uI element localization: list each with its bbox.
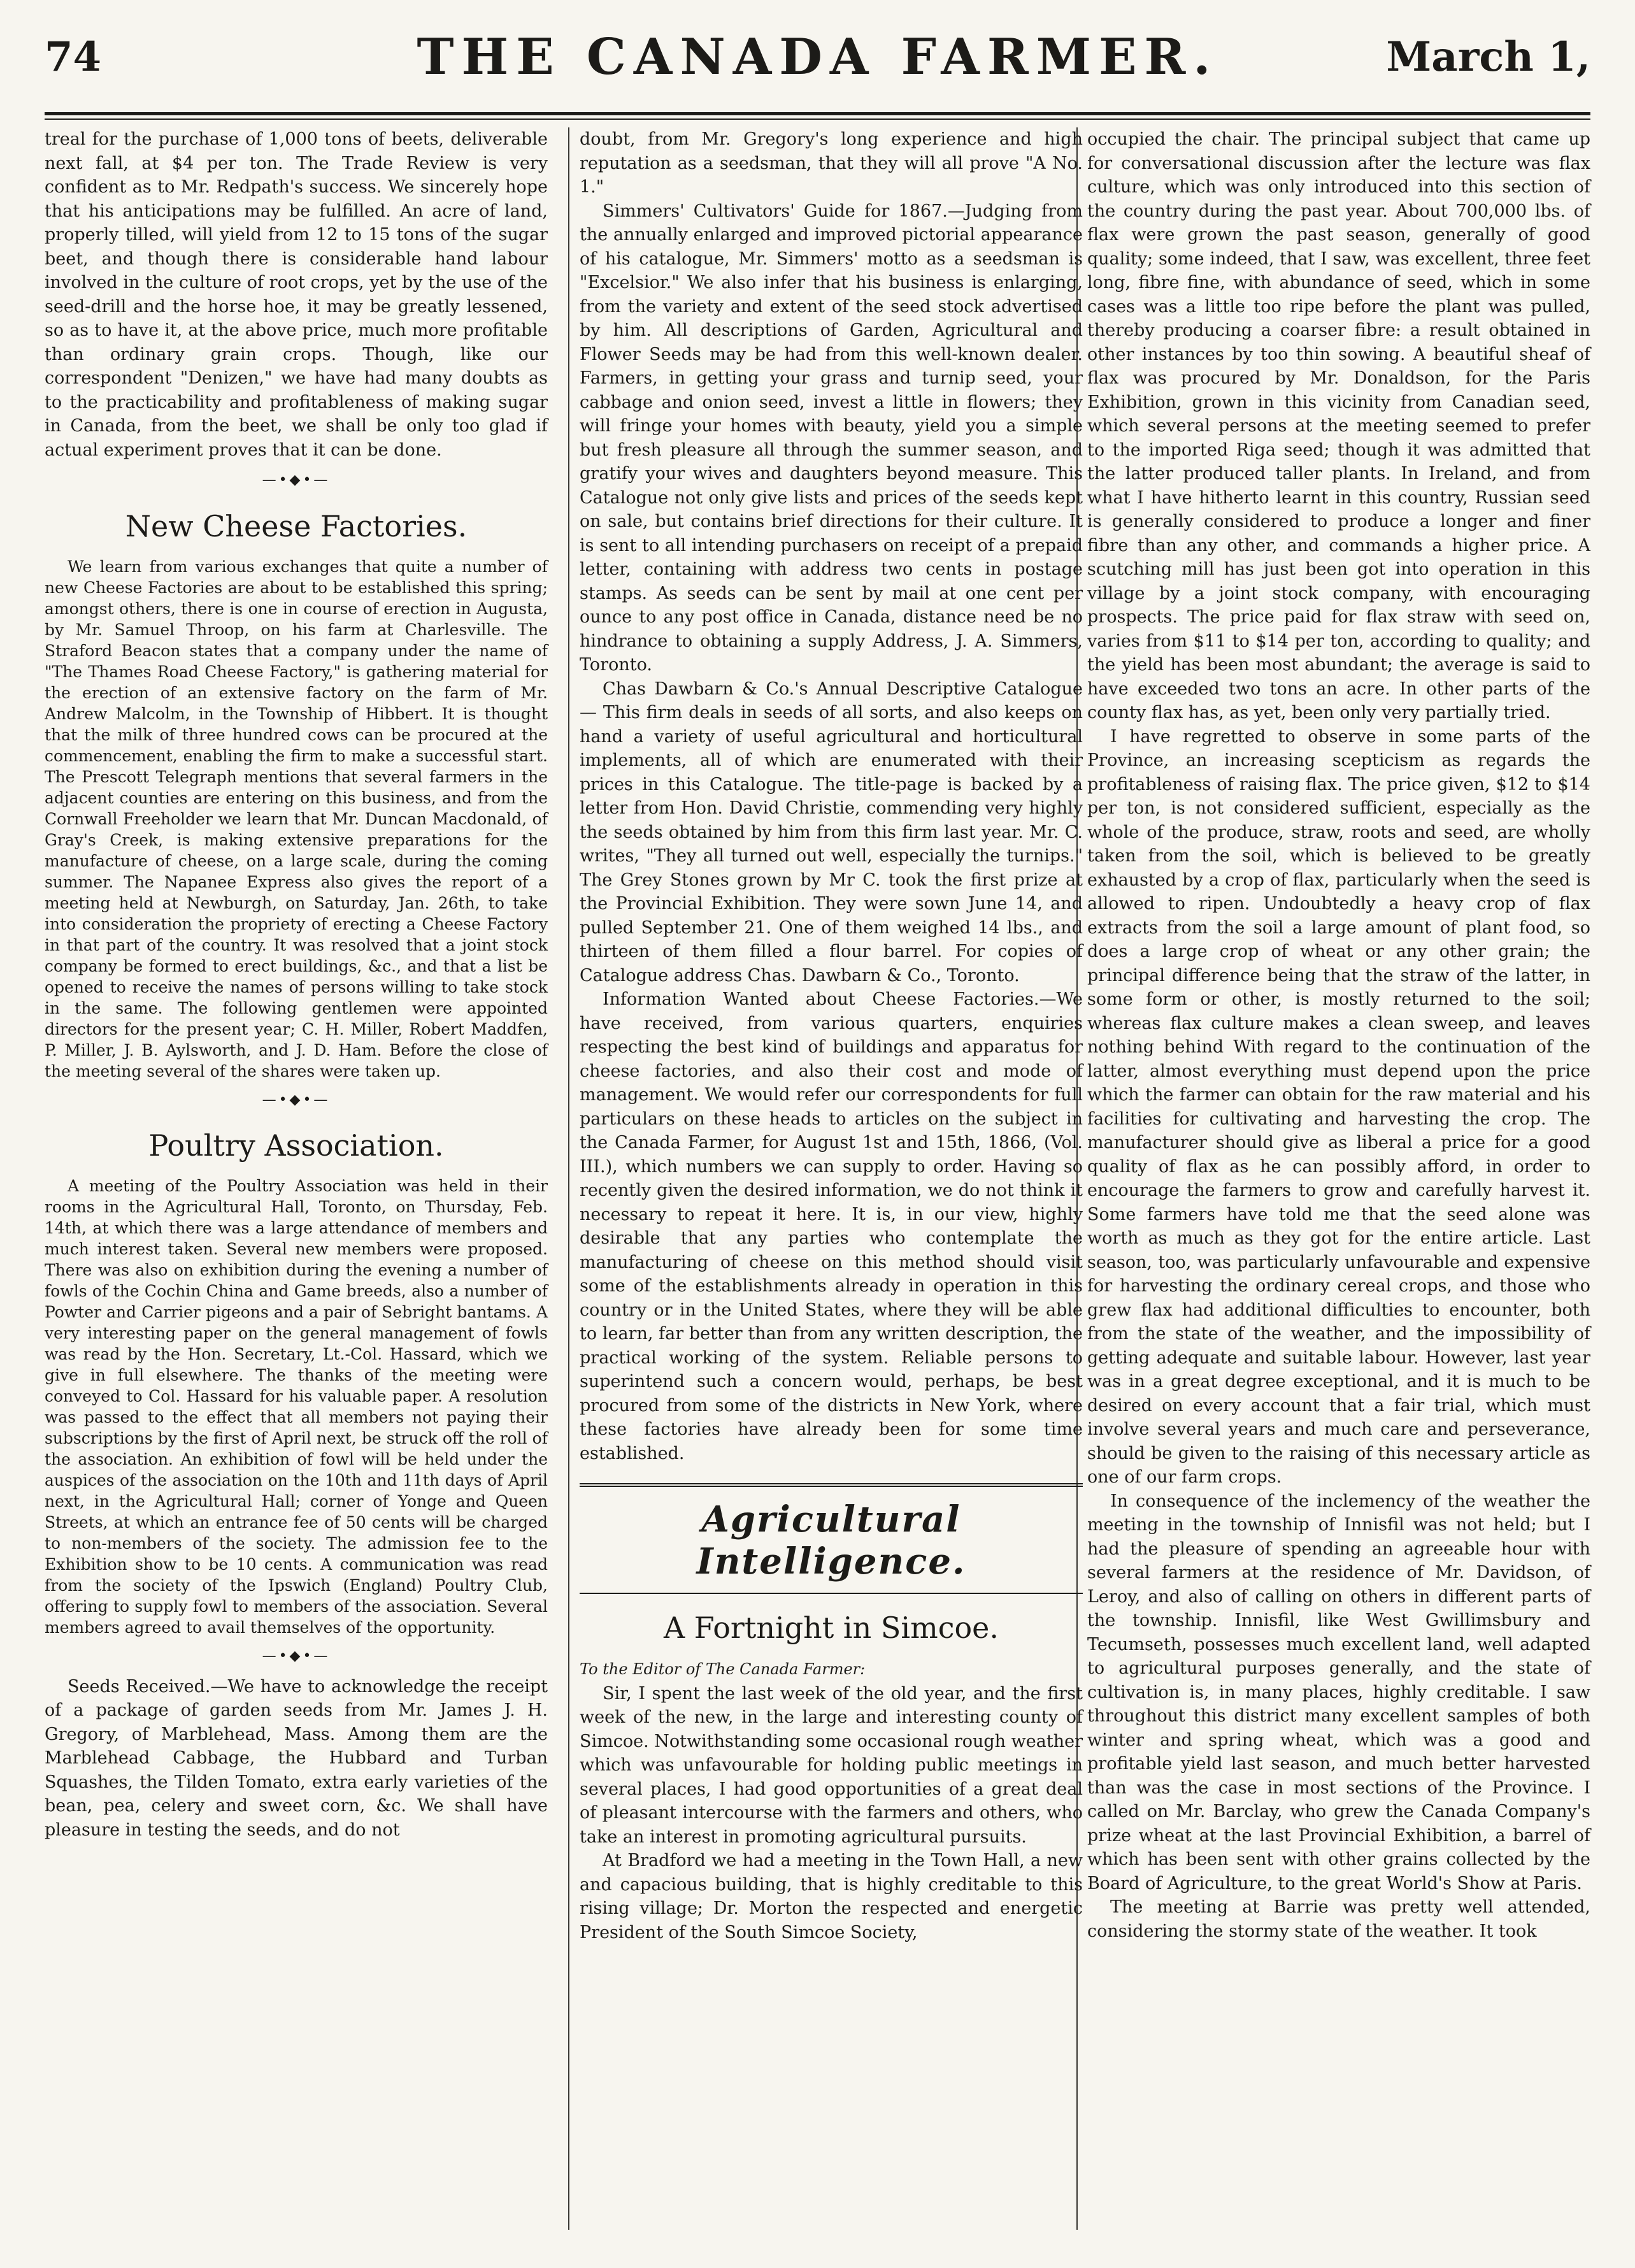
poultry-association-paragraph: A meeting of the Poultry Association was held in their rooms in the Agricultural Hall, Toronto, on Thursday, Feb. 14th, at which there was a large attendance of members and much interest taken. Several new members were proposed. There was also on exhibition during the evening a number of fowls of the Cochin China and Game breeds, also a number of Powter and Carrier pigeons and a pair of Sebright bantams. A very interesting paper on the general management of fowls was read by the Hon. Secretary, Lt.-Col. Hassard, which we give in full elsewhere. The thanks of the meeting were conveyed to Col. Hassard for his valuable paper. A resolution was passed to the effect that all members not paying their subscriptions by the first of April next, be struck off the roll of the association. An exhibition of fowl will be held under the auspices of the association on the 10th and 11th days of April next, in the Agricultural Hall; corner of Yonge and Queen Streets, at which an entrance fee of 50 cents will be charged to non-members of the society. The admission fee to the Exhibition show to be 10 cents. A communication was read from the society of the Ipswich (England) Poultry Club, offering to supply fowl to members of the association. Several members agreed to avail themselves of the opportunity. <box>45 1177 548 1637</box>
gregory-continuation: doubt, from Mr. Gregory's long experience and high reputation as a seedsman, that they will all prove "A No. 1." <box>580 129 1083 197</box>
column-divider <box>568 127 569 2230</box>
cheese-factories-paragraph: We learn from various exchanges that quite a number of new Cheese Factories are about to be established this spring; amongst others, there is one in course of erection in Augusta, by Mr. Samuel Throop, on his farm at Charlesville. The Straford Beacon states that a company under the name of "The Thames Road Cheese Factory," is gathering material for the erection of an extensive factory on the farm of Mr. Andrew Malcolm, in the Township of Hibbert. It is thought that the milk of three hundred cows can be procured at the commencement, enabling the firm to make a successful start. The Prescott Telegraph mentions that several farmers in the adjacent counties are entering on this business, and from the Cornwall Freeholder we learn that Mr. Duncan Macdonald, of Gray's Creek, is making extensive preparations for the manufacture of cheese, on a large scale, during the coming summer. The Napanee Express also gives the report of a meeting held at Newburgh, on Saturday, Jan. 26th, to take into consideration the propriety of erecting a Cheese Factory in that part of the country. It was resolved that a joint stock company be formed to erect buildings, &c., and that a list be opened to receive the names of persons willing to take stock in the same. The following gentlemen were appointed directors for the present year; C. H. Miller, Robert Maddfen, P. Miller, J. B. Aylsworth, and J. D. Ham. Before the close of the meeting several of the shares were taken up. <box>45 557 548 1080</box>
barrie-meeting-paragraph: The meeting at Barrie was pretty well attended, considering the stormy state of the weather. It took <box>1087 1897 1590 1941</box>
simcoe-letter-paragraph-2: At Bradford we had a meeting in the Town Hall, a new and capacious building, that is highly creditable to this rising village; Dr. Morton the respected and energetic President of the South Simcoe Society, <box>580 1851 1083 1942</box>
simcoe-letter-paragraph-1: Sir, I spent the last week of the old year, and the first week of the new, in the large and interesting county of Simcoe. Notwithstanding some occasional rough weather which was unfavourable for holding public meetings in several places, I had good opportunities of a great deal of pleasant intercourse with the farmers and others, who take an interest in promoting agricultural pursuits. <box>580 1683 1083 1847</box>
flax-culture-paragraph: occupied the chair. The principal subject that came up for conversational discussion after the lecture was flax culture, which was only introduced into this section of the country during the past year. About 700,000 lbs. of flax were grown the past season, generally of good quality; some indeed, that I saw, was excellent, three feet long, fibre fine, with abundance of seed, which in some cases was a little too ripe before the plant was pulled, thereby producing a coarser fibre: a result obtained in other instances by too thin sowing. A beautiful sheaf of flax was procured by Mr. Donaldson, for the Paris Exhibition, grown in this vicinity from Canadian seed, which several persons at the meeting seemed to prefer to the imported Riga seed; though it was admitted that the latter produced taller plants. In Ireland, and from what I have hitherto learnt in this country, Russian seed is generally considered to produce a longer and finer fibre than any other, and commands a higher price. A scutching mill has just been got into operation in this village by a joint stock company, with encouraging prospects. The price paid for flax straw with seed on, varies from $11 to $14 per ton, according to quality; and the yield has been most abundant; the average is said to have exceeded two tons an acre. In other parts of the county flax has, as yet, been only very partially tried. <box>1087 129 1590 722</box>
simmers-guide-paragraph: Simmers' Cultivators' Guide for 1867.—Judging from the annually enlarged and improved pictorial appearance of his catalogue, Mr. Simmers' motto as a seedsman is "Excelsior." We also infer that his business is enlarging, from the variety and extent of the seed stock advertised by him. All descriptions of Garden, Agricultural and Flower Seeds may be had from this well-known dealer. Farmers, in getting your grass and turnip seed, your cabbage and onion seed, invest a little in flowers; they will fringe your homes with beauty, yield you a simple but fresh pleasure all through the summer season, and gratify your wives and daughters beyond measure. This Catalogue not only give lists and prices of the seeds kept on sale, but contains brief directions for their culture. It is sent to all intending purchasers on receipt of a prepaid letter, containing with address two cents in postage stamps. As seeds can be sent by mail at one cent per ounce to any post office in Canada, distance need be no hindrance to obtaining a supply Address, J. A. Simmers, Toronto. <box>580 201 1083 675</box>
cheese-factories-info-paragraph: Information Wanted about Cheese Factories.—We have received, from various quarters, enquiries respecting the best kind of buildings and apparatus for cheese factories, and also their cost and mode of management. We would refer our correspondents for full particulars on these heads to articles on the subject in the Canada Farmer, for August 1st and 15th, 1866, (Vol. III.), which numbers we can supply to order. Having so recently given the desired information, we do not think it necessary to repeat it here. It is, in our view, highly desirable that any parties who contemplate the manufacturing of cheese on this method should visit some of the establishments already in operation in this country or in the United States, where they will be able to learn, far better than from any written description, the practical working of the system. Reliable persons to superintend such a concern would, perhaps, be best procured from some of the districts in New York, where these factories have already been for some time established. <box>580 989 1083 1463</box>
sugar-beet-paragraph: treal for the purchase of 1,000 tons of beets, deliverable next fall, at $4 per ton. The Trade Review is very confident as to Mr. Redpath's success. We sincerely hope that his anticipations may be fulfilled. An acre of land, properly tilled, will yield from 12 to 15 tons of the sugar beet, and though there is considerable hand labour involved in the culture of root crops, yet by the use of the seed-drill and the horse hoe, it may be greatly lessened, so as to have it, at the above price, much more profitable than ordinary grain crops. Though, like our correspondent "Denizen," we have had many doubts as to the practicability and profitableness of making sugar in Canada, from the beet, we shall be only too glad if actual experiment proves that it can be done. <box>45 129 548 460</box>
heading-fortnight-in-simcoe: A Fortnight in Simcoe. <box>663 1611 999 1645</box>
heading-agricultural-intelligence: Agricultural Intelligence. <box>696 1498 966 1583</box>
flax-scepticism-paragraph: I have regretted to observe in some parts of the Province, an increasing scepticism as regards the profitableness of raising flax. The price given, $12 to $14 per ton, is not considered sufficient, especially as the whole of the produce, straw, roots and seed, are wholly taken from the soil, which is believed to be greatly exhausted by a crop of flax, particularly when the seed is allowed to ripen. Undoubtedly a heavy crop of flax extracts from the soil a large amount of plant food, so does a large crop of wheat or any other grain; the principal difference being that the straw of the latter, in some form or other, is mostly returned to the soil; whereas flax culture makes a clean sweep, and leaves nothing behind With regard to the continuation of the latter, almost everything must depend upon the price which the farmer can obtain for the raw material and his facilities for cultivating and harvesting the crop. The manufacturer should give as liberal a price for a good quality of flax as he can possibly afford, in order to encourage the farmers to grow and carefully harvest it. Some farmers have told me that the seed alone was worth as much as they got for the entire article. Last season, too, was particularly unfavourable and expensive for harvesting the ordinary cereal crops, and those who grew flax had additional difficulties to encounter, both from the state of the weather, and the impossibility of getting adequate and suitable labour. However, last year was in a great degree exceptional, and it is much to be desired on every account that a fair trial, which must involve several years and much care and perseverance, should be given to the raising of this necessary article as one of our farm crops. <box>1087 726 1590 1487</box>
section-ornament: —•◆•— <box>262 1648 331 1664</box>
seeds-received-paragraph: Seeds Received.—We have to acknowledge the receipt of a package of garden seeds from Mr. James J. H. Gregory, of Marblehead, Mass. Among them are the Marblehead Cabbage, the Hubbard and Turban Squashes, the Tilden Tomato, extra early varieties of the bean, pea, celery and sweet corn, &c. We shall have pleasure in testing the seeds, and do not <box>45 1676 548 1840</box>
section-ornament: —•◆•— <box>262 472 331 488</box>
masthead-rule <box>45 112 1590 115</box>
section-double-rule <box>580 1483 1083 1487</box>
issue-date: March 1, <box>1386 33 1590 81</box>
column-2 <box>580 127 1083 1944</box>
dawbarn-catalogue-paragraph: Chas Dawbarn & Co.'s Annual Descriptive Catalogue — This firm deals in seeds of all sorts, and also keeps on hand a variety of useful agricultural and horticultural implements, all of which are enumerated with their prices in this Catalogue. The title-page is backed by a letter from Hon. David Christie, commending very highly the seeds obtained by him from this firm last year. Mr. C. writes, "They all turned out well, especially the turnips." The Grey Stones grown by Mr C. took the first prize at the Provincial Exhibition. They were sown June 14, and pulled September 21. One of them weighed 14 lbs., and thirteen of them filled a flour barrel. For copies of Catalogue address Chas. Dawbarn & Co., Toronto. <box>580 678 1083 986</box>
page-number: 74 <box>45 33 102 81</box>
innisfil-paragraph: In consequence of the inclemency of the weather the meeting in the township of Innisfil was not held; but I had the pleasure of spending an agreeable hour with several farmers at the residence of Mr. Davidson, of Leroy, and also of calling on others in different parts of the township. Innisfil, like West Gwillimsbury and Tecumseth, possesses much excellent land, well adapted to agricultural purposes generally, and the state of cultivation is, in many places, highly creditable. I saw throughout this district many excellent samples of both winter and spring wheat, which was a good and profitable yield last season, and much better harvested than was the case in most sections of the Province. I called on Mr. Barclay, who grew the Canada Company's prize wheat at the last Provincial Exhibition, a barrel of which has been sent with other grains collected by the Board of Agriculture, to the great World's Show at Paris. <box>1087 1491 1590 1893</box>
column-3 <box>1087 127 1590 1943</box>
section-ornament: —•◆•— <box>262 1091 331 1108</box>
heading-new-cheese-factories: New Cheese Factories. <box>125 508 468 543</box>
column-1 <box>45 127 548 1842</box>
masthead-rule-thin <box>45 118 1590 120</box>
heading-poultry-association: Poultry Association. <box>148 1128 444 1163</box>
masthead <box>0 0 1635 134</box>
salutation-line: To the Editor of The Canada Farmer: <box>580 1660 866 1678</box>
newspaper-title: THE CANADA FARMER. <box>417 28 1218 86</box>
section-rule <box>580 1593 1083 1594</box>
